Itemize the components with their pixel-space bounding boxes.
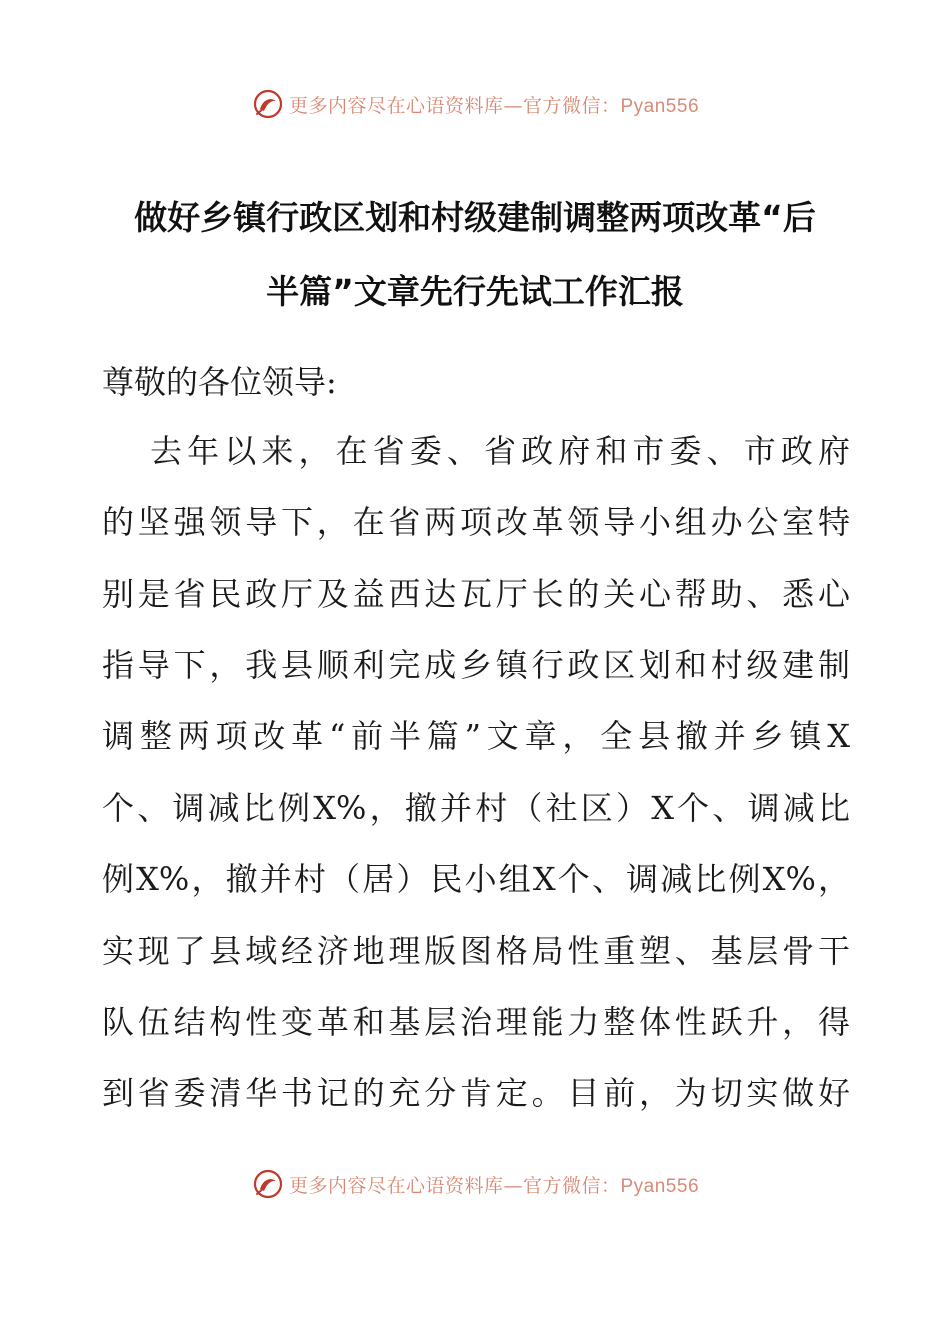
header-watermark bbox=[0, 84, 950, 124]
body-line: 别是省民政厅及益西达瓦厅长的关心帮助、悉心 bbox=[102, 575, 850, 613]
body-line: 实现了县域经济地理版图格局性重塑、基层骨干 bbox=[102, 932, 850, 970]
body-line: 调整两项改革“前半篇”文章，全县撤并乡镇X bbox=[102, 717, 850, 755]
body-line: 的坚强领导下，在省两项改革领导小组办公室特 bbox=[102, 503, 850, 541]
body-line: 到省委清华书记的充分肯定。目前，为切实做好 bbox=[102, 1074, 850, 1112]
document-title-line-2: 半篇”文章先行先试工作汇报 bbox=[266, 272, 684, 311]
pen-swirl-logo-icon bbox=[251, 1167, 285, 1201]
document-title-line-1: 做好乡镇行政区划和村级建制调整两项改革“后 bbox=[134, 198, 816, 237]
footer-watermark bbox=[0, 1164, 950, 1204]
body-line: 去年以来，在省委、省政府和市委、市政府 bbox=[150, 432, 850, 470]
body-line: 指导下，我县顺利完成乡镇行政区划和村级建制 bbox=[102, 646, 850, 684]
body-line: 例X%，撤并村（居）民小组X个、调减比例X%， bbox=[102, 860, 850, 898]
salutation: 尊敬的各位领导: bbox=[102, 363, 337, 401]
body-line: 个、调减比例X%，撤并村（社区）X个、调减比 bbox=[102, 789, 850, 827]
body-line: 队伍结构性变革和基层治理能力整体性跃升，得 bbox=[102, 1003, 850, 1041]
watermark-text: 更多内容尽在心语资料库—官方微信：Pyan556 bbox=[288, 1174, 700, 1197]
watermark-text: 更多内容尽在心语资料库—官方微信：Pyan556 bbox=[288, 94, 700, 117]
pen-swirl-logo-icon bbox=[251, 87, 285, 121]
